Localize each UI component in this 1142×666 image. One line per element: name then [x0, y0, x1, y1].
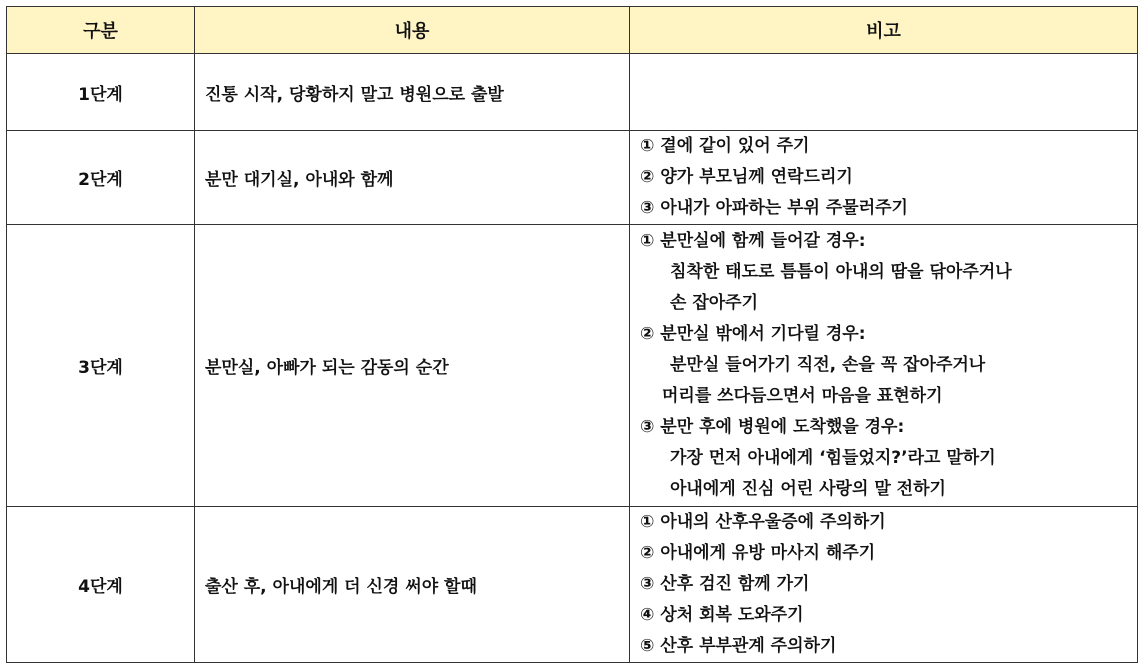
table-row: [7, 507, 1138, 663]
notes-cell: [630, 54, 1138, 131]
header-row: [7, 7, 1138, 54]
note-line: ⑤ 산후 부부관계 주의하기: [640, 636, 837, 656]
note-line: ① 곁에 같이 있어 주기: [640, 136, 810, 156]
header-content: 내용: [195, 7, 630, 54]
notes-cell: [630, 131, 1138, 225]
stage-table: [6, 6, 1138, 663]
note-line: ③ 산후 검진 함께 가기: [640, 574, 810, 594]
stage-cell: 2단계: [7, 131, 195, 225]
note-line: ② 양가 부모님께 연락드리기: [640, 167, 853, 187]
table-row: [7, 54, 1138, 131]
note-line: ② 아내에게 유방 마사지 해주기: [640, 543, 876, 563]
table-row: [7, 225, 1138, 507]
note-line: ① 분만실에 함께 들어갈 경우:: [640, 231, 866, 251]
note-line: ④ 상처 회복 도와주기: [640, 605, 804, 625]
note-line: 침착한 태도로 틈틈이 아내의 땀을 닦아주거나: [670, 262, 1012, 282]
content-cell: 출산 후, 아내에게 더 신경 써야 할때: [195, 507, 630, 663]
header-stage: 구분: [7, 7, 195, 54]
notes-cell: [630, 225, 1138, 507]
note-line: 아내에게 진심 어린 사랑의 말 전하기: [670, 479, 946, 499]
note-line: ③ 아내가 아파하는 부위 주물러주기: [640, 198, 908, 218]
note-line: 분만실 들어가기 직전, 손을 꼭 잡아주거나: [670, 355, 986, 375]
note-line: ① 아내의 산후우울증에 주의하기: [640, 512, 886, 532]
note-line: ③ 분만 후에 병원에 도착했을 경우:: [640, 417, 905, 437]
stage-cell: 3단계: [7, 225, 195, 507]
table-row: [7, 131, 1138, 225]
note-line: 머리를 쓰다듬으면서 마음을 표현하기: [662, 386, 943, 406]
content-cell: 분만실, 아빠가 되는 감동의 순간: [195, 225, 630, 507]
stage-cell: 1단계: [7, 54, 195, 131]
stage-cell: 4단계: [7, 507, 195, 663]
note-line: 가장 먼저 아내에게 ‘힘들었지?’라고 말하기: [670, 448, 996, 468]
notes-cell: [630, 507, 1138, 663]
header-notes: 비고: [630, 7, 1138, 54]
note-line: ② 분만실 밖에서 기다릴 경우:: [640, 324, 866, 344]
note-line: 손 잡아주기: [670, 293, 759, 313]
content-cell: 분만 대기실, 아내와 함께: [195, 131, 630, 225]
content-cell: 진통 시작, 당황하지 말고 병원으로 출발: [195, 54, 630, 131]
